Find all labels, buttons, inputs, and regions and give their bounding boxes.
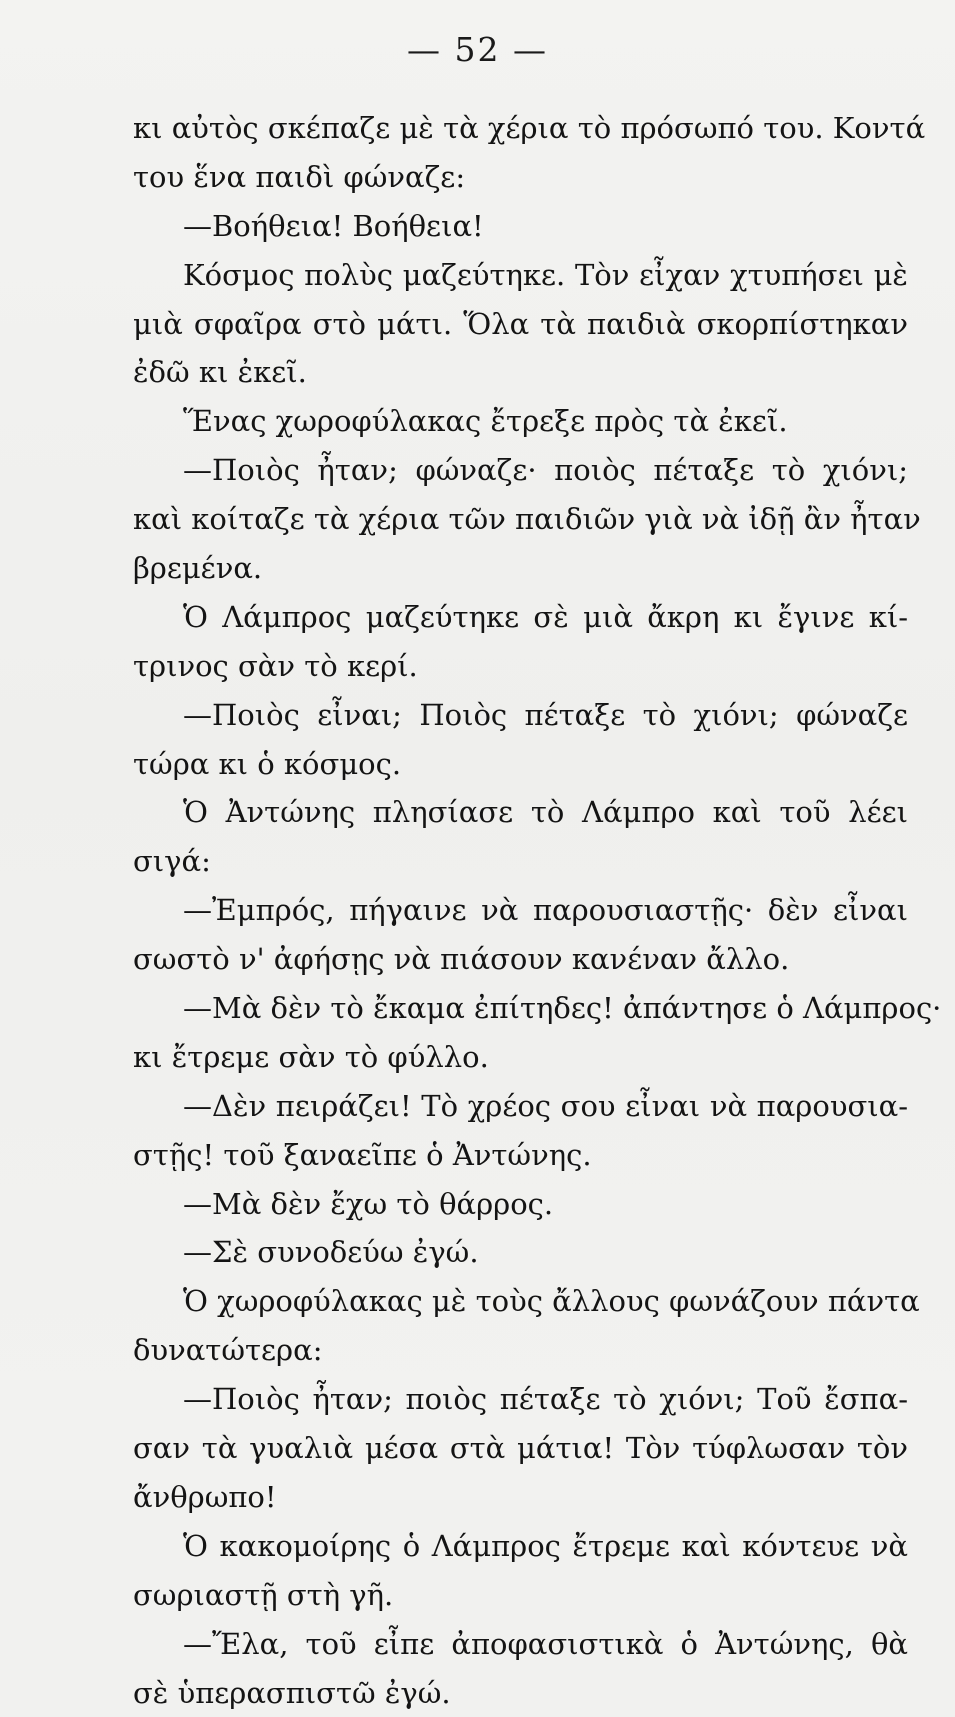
text-line: του ἕνα παιδὶ φώναζε: [133,153,908,202]
text-line: ἐδῶ κι ἐκεῖ. [133,348,908,397]
text-line: τρινος σὰν τὸ κερί. [133,642,908,691]
text-line: σιγά: [133,837,908,886]
text-line: σωριαστῇ στὴ γῆ. [133,1571,908,1620]
text-line: —Ποιὸς ἦταν; ποιὸς πέταξε τὸ χιόνι; Τοῦ ἔσπα- [133,1375,908,1424]
text-line: ἄνθρωπο! [133,1473,908,1522]
text-line: —Μὰ δὲν τὸ ἔκαμα ἐπίτηδες! ἀπάντησε ὁ Λάμπρος· [133,984,908,1033]
body-text [133,104,908,1717]
text-line: καὶ κοίταζε τὰ χέρια τῶν παιδιῶν γιὰ νὰ ἰδῇ ἂν ἦταν [133,495,908,544]
text-line: σαν τὰ γυαλιὰ μέσα στὰ μάτια! Τὸν τύφλωσαν τὸν [133,1424,908,1473]
text-line: Ἕνας χωροφύλακας ἔτρεξε πρὸς τὰ ἐκεῖ. [133,397,908,446]
text-line: —Ἔλα, τοῦ εἶπε ἀποφασιστικὰ ὁ Ἀντώνης, θὰ [133,1620,908,1669]
text-line: Ὁ Λάμπρος μαζεύτηκε σὲ μιὰ ἄκρη κι ἔγινε κί- [133,593,908,642]
text-line: Ὁ κακομοίρης ὁ Λάμπρος ἔτρεμε καὶ κόντευε νὰ [133,1522,908,1571]
text-line: —Ἐμπρός, πήγαινε νὰ παρουσιαστῇς· δὲν εἶναι [133,886,908,935]
text-line: σὲ ὑπερασπιστῶ ἐγώ. [133,1669,908,1717]
text-line: —Μὰ δὲν ἔχω τὸ θάρρος. [133,1180,908,1229]
text-line: Ὁ χωροφύλακας μὲ τοὺς ἄλλους φωνάζουν πάντα [133,1277,908,1326]
text-line: δυνατώτερα: [133,1326,908,1375]
text-line: μιὰ σφαῖρα στὸ μάτι. Ὅλα τὰ παιδιὰ σκορπίστηκαν [133,300,908,349]
text-line: κι ἔτρεμε σὰν τὸ φύλλο. [133,1033,908,1082]
text-line: —Ποιὸς ἦταν; φώναζε· ποιὸς πέταξε τὸ χιόνι; [133,446,908,495]
page-number: — 52 — [0,30,955,69]
text-line: Κόσμος πολὺς μαζεύτηκε. Τὸν εἶχαν χτυπήσει μὲ [133,251,908,300]
text-line: σωστὸ ν' ἀφήσῃς νὰ πιάσουν κανέναν ἄλλο. [133,935,908,984]
text-line: κι αὐτὸς σκέπαζε μὲ τὰ χέρια τὸ πρόσωπό του. Κοντά [133,104,908,153]
text-line: —Δὲν πειράζει! Τὸ χρέος σου εἶναι νὰ παρουσια- [133,1082,908,1131]
text-line: τώρα κι ὁ κόσμος. [133,740,908,789]
text-line: —Βοήθεια! Βοήθεια! [133,202,908,251]
text-line: βρεμένα. [133,544,908,593]
text-line: —Σὲ συνοδεύω ἐγώ. [133,1228,908,1277]
text-line: στῇς! τοῦ ξαναεῖπε ὁ Ἀντώνης. [133,1131,908,1180]
text-line: Ὁ Ἀντώνης πλησίασε τὸ Λάμπρο καὶ τοῦ λέει [133,788,908,837]
text-line: —Ποιὸς εἶναι; Ποιὸς πέταξε τὸ χιόνι; φώναζε [133,691,908,740]
